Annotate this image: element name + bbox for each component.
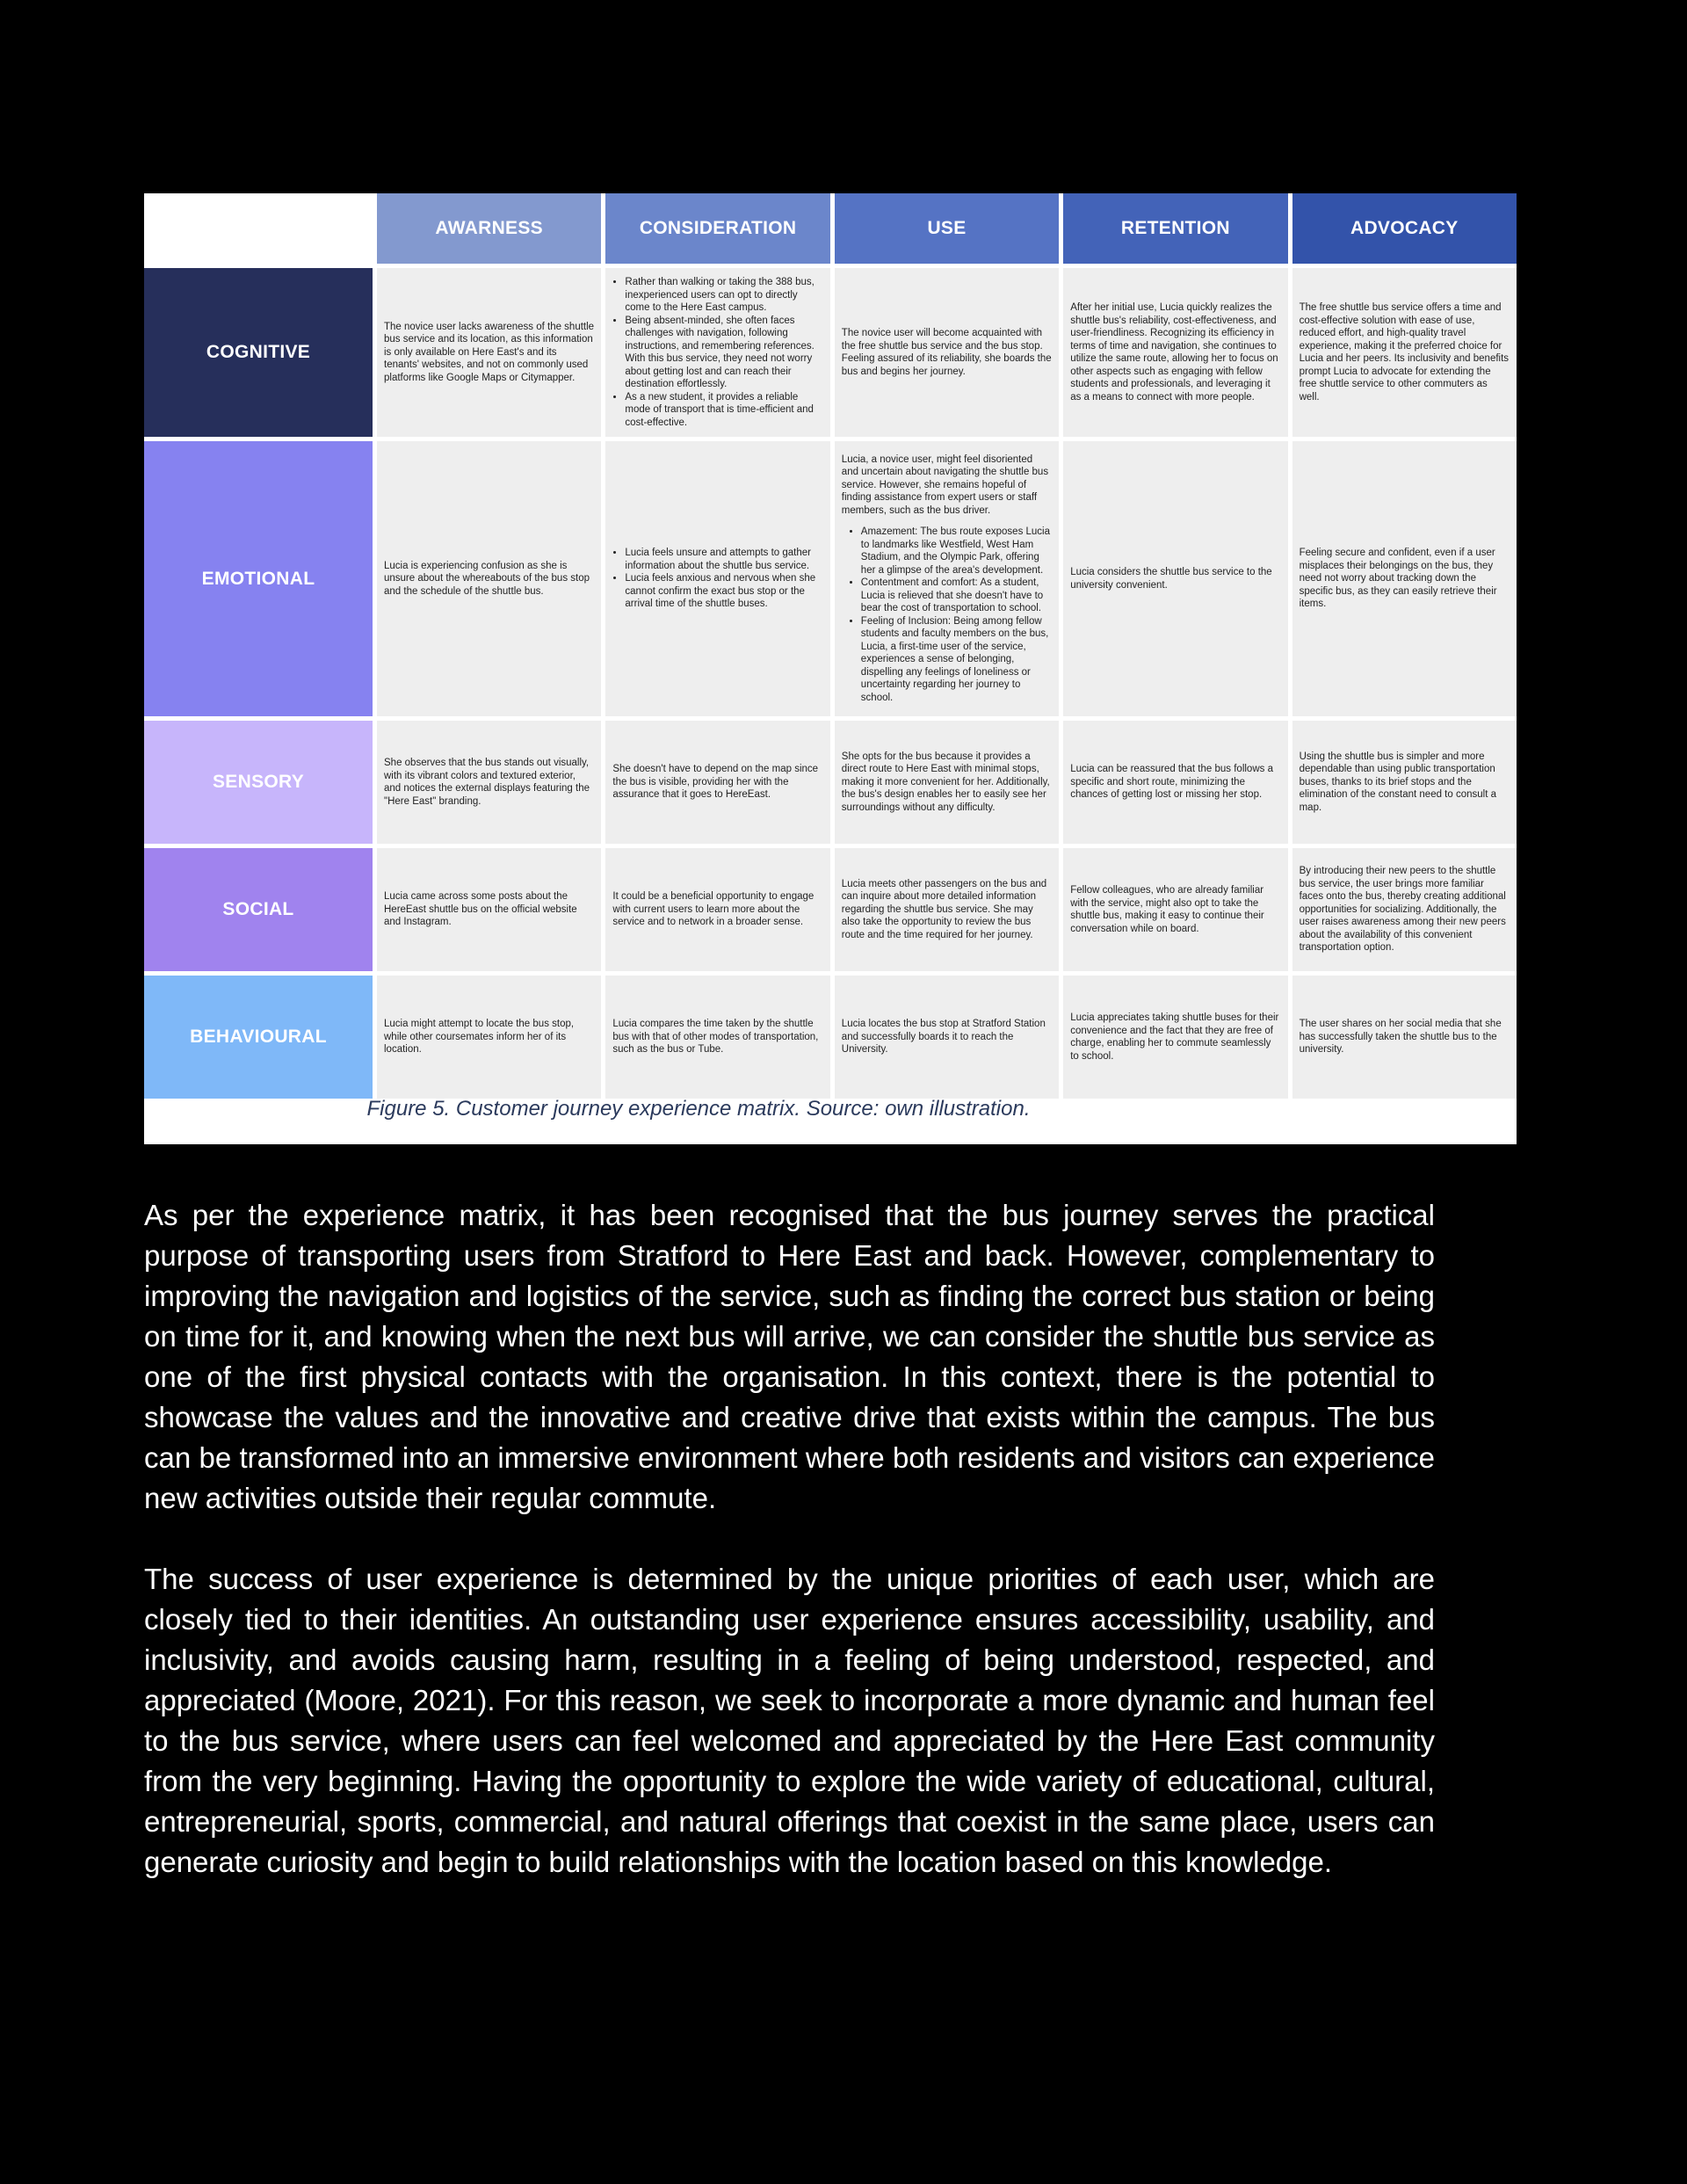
cell-bullet: • Being absent-minded, she often faces challenges with navigation, following instructions, and remembering references. With this bus service, they need not worry about getting lost and can reach their destination effortlessly. [625,315,822,391]
cell-bullet: • Amazement: The bus route exposes Lucia to landmarks like Westfield, West Ham Stadium, and the Olympic Park, offering her a glimpse of the area's development. [861,526,1052,577]
row-header: SENSORY [144,721,373,844]
matrix-cell [1063,441,1287,716]
cell-text: The free shuttle bus service offers a time and cost-effective solution with ease of use, reduced effort, and high-quality travel experience, making it the preferred choice for Lucia and her peers. Its inclusivity and benefits prompt Lucia to advocate for extending the free shuttle service to other commuters as well. [1299,302,1510,403]
row-header: EMOTIONAL [144,441,373,716]
matrix-cell [377,268,601,437]
column-header: USE [835,193,1059,264]
cell-text: Lucia is experiencing confusion as she is unsure about the whereabouts of the bus stop and the schedule of the shuttle bus. [384,560,590,597]
cell-text: Fellow colleagues, who are already familiar with the service, might also opt to take the shuttle bus, making it easy to continue their conversation while on board. [1070,885,1264,934]
matrix-cell [1292,721,1517,844]
cell-bullet: • Lucia feels unsure and attempts to gather information about the shuttle bus service. [625,547,822,572]
column-header: CONSIDERATION [605,193,829,264]
matrix-cell [1063,976,1287,1099]
cell-bullet: • Feeling of Inclusion: Being among fellow students and faculty members on the bus, Lucia, a first-time user of the service, experiences a sense of belonging, dispelling any feelings of loneliness or uncertainty regarding her journey to school. [861,615,1052,705]
cell-bullet-list [612,276,822,429]
cell-text: The novice user lacks awareness of the shuttle bus service and its location, as this information is only available on Here East's and its tenants' websites, and not on commonly used platforms like Google Maps or Citymapper. [384,321,595,383]
matrix-cell [835,976,1059,1099]
cell-text: Lucia can be reassured that the bus follows a specific and short route, minimizing the chances of getting lost or missing her stop. [1070,764,1273,801]
column-header: ADVOCACY [1292,193,1517,264]
matrix-cell [835,848,1059,971]
cell-bullet-list [842,526,1052,704]
cell-text: It could be a beneficial opportunity to engage with current users to learn more about the service and to network in a broader sense. [612,891,815,928]
matrix-cell [1063,721,1287,844]
cell-text: Lucia locates the bus stop at Stratford Station and successfully boards it to reach the University. [841,1019,1046,1056]
matrix-cell [835,441,1059,716]
matrix-cell [1063,848,1287,971]
cell-text: She opts for the bus because it provides a direct route to Here East with minimal stops, making it more convenient for her. Additionally, the bus's design enables her to easily see her surroundings without any difficulty. [841,751,1050,813]
figure [144,193,1517,1144]
figure-caption: Figure 5. Customer journey experience matrix. Source: own illustration. [366,1097,1031,1121]
cell-text: She observes that the bus stands out visually, with its vibrant colors and textured exterior, and notices the external displays featuring the "Here East" branding. [384,758,590,807]
matrix-cell [377,848,601,971]
column-header: AWARNESS [377,193,601,264]
cell-text: Lucia considers the shuttle bus service to the university convenient. [1070,567,1272,591]
matrix-corner [144,193,373,264]
cell-intro: Lucia, a novice user, might feel disoriented and uncertain about navigating the shuttle bus service. However, she remains hopeful of finding assistance from expert users or staff members, such as the bus driver. [841,453,1049,516]
cell-text: Lucia came across some posts about the HereEast shuttle bus on the official website and Instagram. [384,891,577,928]
cell-bullet: • Rather than walking or taking the 388 bus, inexperienced users can opt to directly come to the Here East campus. [625,276,822,315]
cell-bullet: • Contentment and comfort: As a student, Lucia is relieved that she doesn't have to bear the cost of transportation to school. [861,577,1052,615]
matrix-cell [377,441,601,716]
column-header: RETENTION [1063,193,1287,264]
matrix-cell [605,848,829,971]
matrix-cell [605,976,829,1099]
matrix-cell [1292,268,1517,437]
row-header: COGNITIVE [144,268,373,437]
matrix-cell [377,976,601,1099]
matrix-cell [835,268,1059,437]
cell-text: Lucia meets other passengers on the bus and can inquire about more detailed information regarding the shuttle bus service. She may also take the opportunity to review the bus route and the time required for her journey. [841,878,1047,940]
matrix-cell [1292,441,1517,716]
cell-text: She doesn't have to depend on the map since the bus is visible, providing her with the assurance that it goes to HereEast. [612,764,819,801]
cell-text: Lucia might attempt to locate the bus stop, while other coursemates inform her of its location. [384,1019,575,1056]
cell-text: By introducing their new peers to the shuttle bus service, the user brings more familiar faces onto the bus, thereby creating additional opportunities for socializing. Additionally, the user raises awareness among their new peers about the availability of this convenient transportation option. [1299,866,1506,954]
matrix-cell [605,268,829,437]
row-header: BEHAVIOURAL [144,976,373,1099]
cell-text: Lucia appreciates taking shuttle buses for their convenience and the fact that they are free of charge, enabling her to commute seamlessly to school. [1070,1012,1279,1062]
cell-text: Using the shuttle bus is simpler and more dependable than using public transportation buses, thanks to its brief stops and the elimination of the constant need to consult a map. [1299,751,1496,813]
cell-text: After her initial use, Lucia quickly realizes the shuttle bus's reliability, cost-effectiveness, and user-friendliness. Recognizing its efficiency in terms of time and navigation, she continues to utilize the same route, allowing her to focus on other aspects such as engaging with fellow students and professionals, and leveraging it as a means to connect with more people. [1070,302,1278,403]
matrix-cell [377,721,601,844]
cell-text: The novice user will become acquainted with the free shuttle bus service and the bus stop. Feeling assured of its reliability, she boards the bus and begins her journey. [841,328,1052,377]
matrix-cell [605,721,829,844]
cell-text: The user shares on her social media that she has successfully taken the shuttle bus to the university. [1299,1019,1502,1056]
cell-text: Lucia compares the time taken by the shuttle bus with that of other modes of transportation, such as the bus or Tube. [612,1019,819,1056]
journey-matrix [144,193,1517,1094]
cell-bullet: • As a new student, it provides a reliable mode of transport that is time-efficient and cost-effective. [625,391,822,430]
matrix-cell [835,721,1059,844]
matrix-cell [605,441,829,716]
body-paragraph-1: As per the experience matrix, it has been recognised that the bus journey serves the practical purpose of transporting users from Stratford to Here East and back. However, complementary to improving the navigation and logistics of the service, such as finding the correct bus station or being on time for it, and knowing when the next bus will arrive, we can consider the shuttle bus service as one of the first physical contacts with the organisation. In this context, there is the potential to showcase the values and the innovative and creative drive that exists within the campus. The bus can be transformed into an immersive environment where both residents and visitors can experience new activities outside their regular commute. [144,1199,1435,1514]
matrix-cell [1063,268,1287,437]
matrix-cell [1292,976,1517,1099]
row-header: SOCIAL [144,848,373,971]
body-paragraph-2: The success of user experience is determined by the unique priorities of each user, which are closely tied to their identities. An outstanding user experience ensures accessibility, usability, and inclusivity, and avoids causing harm, resulting in a feeling of being understood, respected, and appreciated (Moore, 2021). For this reason, we seek to incorporate a more dynamic and human feel to the bus service, where users can feel welcomed and appreciated by the Here East community from the very beginning. Having the opportunity to explore the wide variety of educational, cultural, entrepreneurial, sports, commercial, and natural offerings that coexist in the same place, users can generate curiosity and begin to build relationships with the location based on this knowledge. [144,1563,1435,1878]
cell-bullet-list [612,547,822,611]
cell-bullet: • Lucia feels anxious and nervous when she cannot confirm the exact bus stop or the arrival time of the shuttle buses. [625,572,822,611]
cell-text: Feeling secure and confident, even if a user misplaces their belongings on the bus, they need not worry about tracking down the specific bus, as they can easily retrieve their items. [1299,548,1497,610]
matrix-cell [1292,848,1517,971]
